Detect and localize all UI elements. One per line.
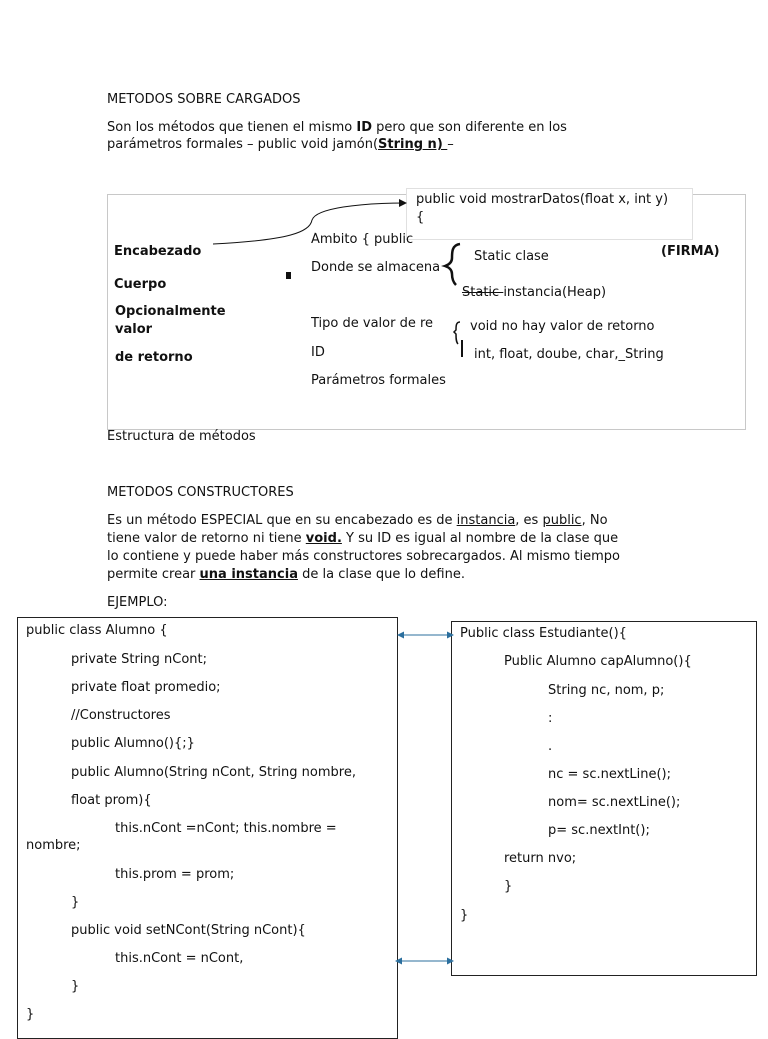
item-parametros-formales: Parámetros formales	[311, 373, 446, 388]
text-run-bold-underline: String n)	[378, 137, 448, 152]
code-line: this.prom = prom;	[115, 867, 235, 882]
code-line: this.nCont =nCont; this.nombre =	[115, 821, 337, 836]
text-run-underline: instancia	[456, 513, 516, 528]
code-line: }	[71, 979, 80, 994]
text-run-bold-underline: una instancia	[199, 567, 298, 582]
callout-line1: public void mostrarDatos(float x, int y)	[416, 192, 669, 207]
text-run: Son los métodos que tienen el mismo	[107, 120, 357, 135]
text-run: , es	[515, 513, 543, 528]
diagram-caption: Estructura de métodos	[107, 429, 256, 444]
code-line: float prom){	[71, 793, 152, 808]
code-line: private float promedio;	[71, 680, 221, 695]
text-run: pero que son diferente en los	[372, 120, 567, 135]
code-line: nom= sc.nextLine();	[548, 795, 681, 810]
code-line: public Alumno(){;}	[71, 736, 195, 751]
encabezado-connector-arrow	[213, 203, 406, 244]
code-line: .	[548, 739, 553, 754]
item-tipo-valor: Tipo de valor de re	[311, 316, 434, 331]
text-run: de la clase que lo define.	[297, 567, 465, 582]
code-line: public void setNCont(String nCont){	[71, 923, 306, 938]
text-run-bold-underline: void.	[305, 531, 342, 546]
code-line: String nc, nom, p;	[548, 683, 665, 698]
code-line: nombre;	[26, 838, 81, 853]
label-encabezado: Encabezado	[114, 244, 202, 259]
constructors-line3: lo contiene y puede haber más constructores sobrecargados. Al mismo tiempo	[107, 549, 620, 564]
text-run: Es un método ESPECIAL que en su encabezado es de	[107, 513, 457, 528]
code-line: public Alumno(String nCont, String nombre,	[71, 765, 356, 780]
code-line: Public class Estudiante(){	[460, 626, 627, 641]
label-valor: valor	[115, 322, 153, 337]
code-line: :	[548, 711, 553, 726]
static-strikethrough: Static	[462, 285, 504, 300]
section-title-overloaded: METODOS SOBRE CARGADOS	[107, 92, 301, 107]
code-line: }	[71, 895, 80, 910]
instancia-text: instancia(Heap)	[503, 285, 607, 300]
text-run-underline: public	[542, 513, 582, 528]
text-run: , No	[581, 513, 608, 528]
code-line: this.nCont = nCont,	[115, 951, 244, 966]
text-run: Y su ID es igual al nombre de la clase que	[341, 531, 619, 546]
code-line: }	[26, 1007, 35, 1022]
text-run-bold: ID	[356, 120, 372, 135]
item-static-clase: Static clase	[474, 249, 549, 264]
item-void: void no hay valor de retorno	[470, 319, 655, 334]
item-donde-se-almacena: Donde se almacena	[311, 260, 441, 275]
text-run: permite crear	[107, 567, 200, 582]
code-line: }	[504, 879, 513, 894]
example-label: EJEMPLO:	[107, 595, 168, 610]
code-line: p= sc.nextInt();	[548, 823, 650, 838]
item-ambito: Ámbito { public	[311, 232, 414, 247]
text-run: tiene valor de retorno ni tiene	[107, 531, 306, 546]
text-run: parámetros formales – public void jamón(	[107, 137, 379, 152]
label-cuerpo: Cuerpo	[114, 277, 167, 292]
code-line: }	[460, 908, 469, 923]
code-line: public class Alumno {	[26, 623, 168, 638]
curly-brace-static	[445, 244, 460, 285]
section-title-constructors: METODOS CONSTRUCTORES	[107, 485, 294, 500]
label-opcionalmente: Opcionalmente	[115, 304, 226, 319]
callout-line2: {	[416, 210, 425, 225]
code-line: return nvo;	[504, 851, 577, 866]
item-types: int, float, doube, char,_String	[474, 347, 664, 362]
item-id: ID	[311, 345, 325, 360]
text-run: –	[447, 137, 454, 152]
code-line: //Constructores	[71, 708, 171, 723]
code-line: Public Alumno capAlumno(){	[504, 654, 692, 669]
curly-brace-return	[454, 322, 460, 344]
label-firma: (FIRMA)	[661, 244, 720, 259]
label-de-retorno: de retorno	[115, 350, 193, 365]
code-line: nc = sc.nextLine();	[548, 767, 672, 782]
code-line: private String nCont;	[71, 652, 208, 667]
